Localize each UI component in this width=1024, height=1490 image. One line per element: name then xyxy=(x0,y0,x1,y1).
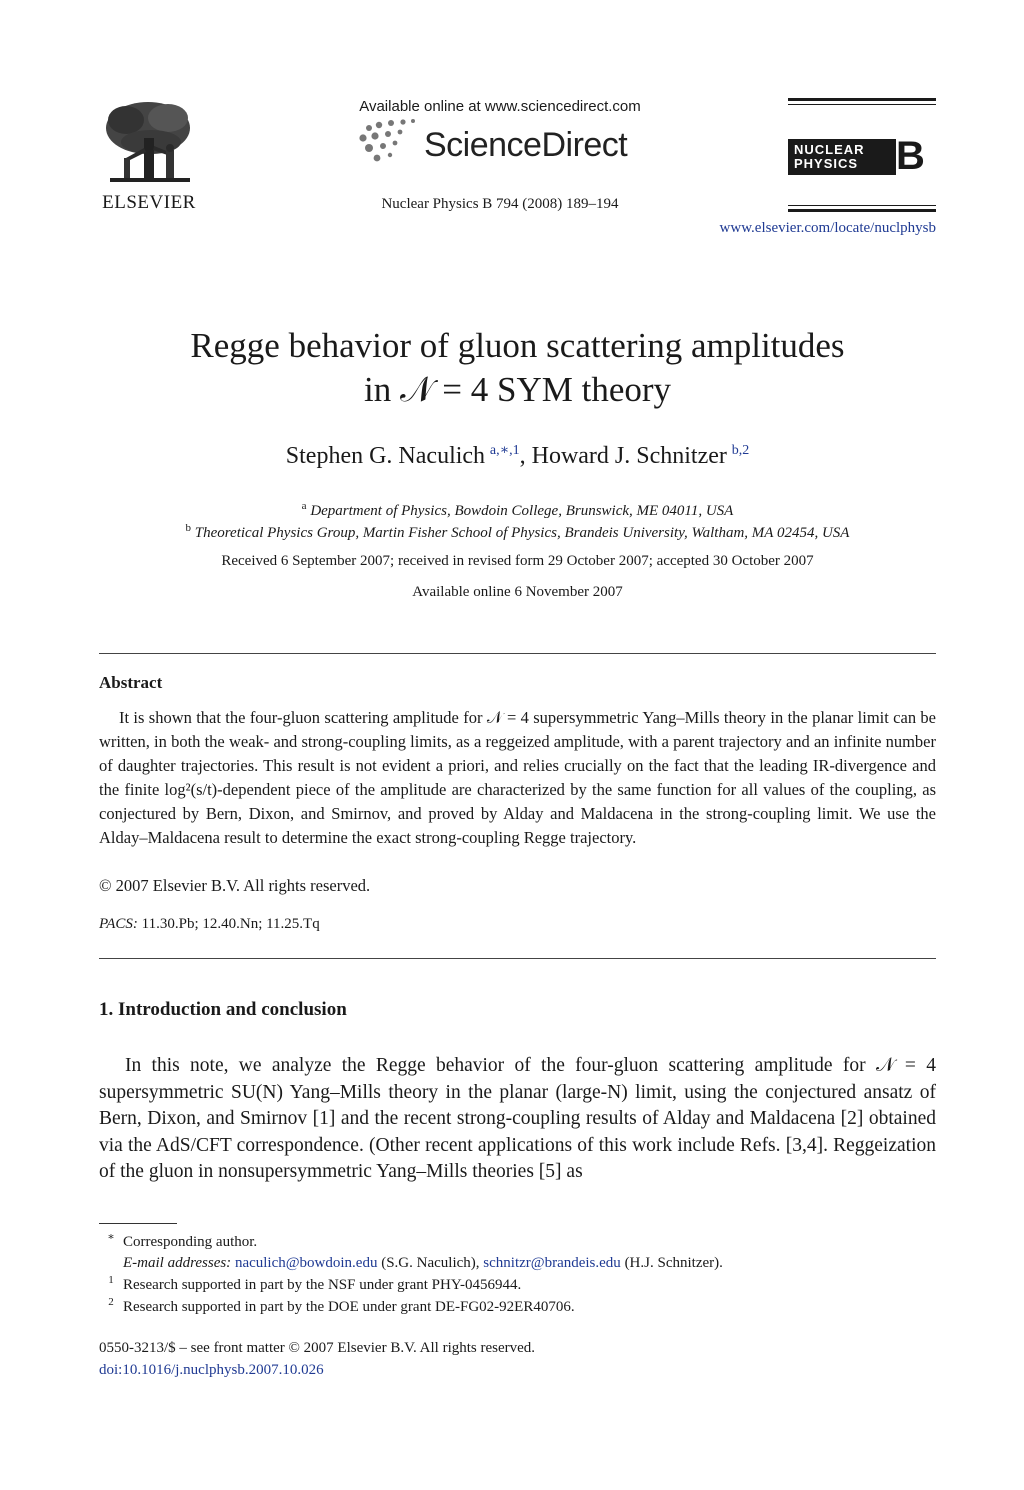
author-marks[interactable]: a,∗,1 xyxy=(489,443,520,458)
front-matter-line: 0550-3213/$ – see front matter © 2007 Elsevier B.V. All rights reserved. xyxy=(99,1340,536,1356)
elsevier-tree-logo xyxy=(96,98,202,190)
author-name: Stephen G. Naculich xyxy=(285,443,486,469)
email-owner: (S.G. Naculich), xyxy=(381,1255,480,1271)
email-link-naculich[interactable]: naculich@bowdoin.edu xyxy=(234,1255,378,1271)
header-rule-top xyxy=(788,98,936,101)
sciencedirect-wordmark: ScienceDirect xyxy=(424,126,628,164)
pacs-line xyxy=(99,916,320,933)
abstract-top-rule xyxy=(99,653,936,654)
email-label: E-mail addresses: xyxy=(123,1255,232,1271)
sciencedirect-dots-logo xyxy=(355,118,417,164)
footnote-2: 2 Research supported in part by the DOE under grant DE-FG02-92ER40706. xyxy=(108,1296,575,1315)
author-name: Howard J. Schnitzer xyxy=(531,443,727,469)
title-line-2: in 𝒩 = 4 SYM theory xyxy=(363,370,672,409)
abstract-bottom-rule xyxy=(99,958,936,959)
footnote-text: Research supported in part by the DOE under grant DE-FG02-92ER40706. xyxy=(123,1299,575,1315)
abstract-text xyxy=(99,706,936,850)
available-online-note: Available online at www.sciencedirect.com xyxy=(359,98,641,115)
paper-title xyxy=(100,324,935,412)
header-rule-top-thin xyxy=(788,104,936,105)
title-line-1: Regge behavior of gluon scattering amplitudes xyxy=(190,326,845,365)
author-marks[interactable]: b,2 xyxy=(731,443,750,458)
intro-paragraph: In this note, we analyze the Regge behavior of the four-gluon scattering amplitude for 𝒩 = 4 supersymmetric SU(N) Yang–Mills theory in the planar (large-N) limit, using the conjectured ansatz of Bern, Dixon, and Smirnov [1] and the recent strong-coupling results of Alday and Maldacena [2] obtained via the AdS/CFT correspondence. (Other recent applications of this work include Refs. [3,4]. Reggeization of the gluon in nonsupersymmetric Yang–Mills theories [5] as xyxy=(99,1055,936,1182)
abstract-heading: Abstract xyxy=(99,673,163,692)
available-online-date: Available online 6 November 2007 xyxy=(412,584,623,600)
journal-logo-box xyxy=(788,139,896,175)
affiliation-a xyxy=(100,500,935,520)
publisher-wordmark: ELSEVIER xyxy=(102,192,196,213)
journal-url-link[interactable]: www.elsevier.com/locate/nuclphysb xyxy=(719,220,936,236)
author-list: Stephen G. Naculich $^{a,∗,1}$, Howard J. Schnitzer $^{b,2}$ xyxy=(285,443,750,469)
email-owner: (H.J. Schnitzer). xyxy=(624,1255,723,1271)
affiliation-text: Department of Physics, Bowdoin College, Brunswick, ME 04011, USA xyxy=(310,503,734,519)
affiliation-text: Theoretical Physics Group, Martin Fisher School of Physics, Brandeis University, Waltham, MA 02454, USA xyxy=(194,525,850,541)
footnote-corresponding: ∗ Corresponding author. xyxy=(107,1231,258,1250)
affiliation-b xyxy=(100,522,935,542)
abstract-copyright: © 2007 Elsevier B.V. All rights reserved. xyxy=(99,876,371,895)
footnote-emails xyxy=(99,1253,936,1274)
received-dates: Received 6 September 2007; received in revised form 29 October 2007; accepted 30 October 2007 xyxy=(221,553,814,569)
journal-logo-line1: NUCLEAR xyxy=(794,142,865,157)
footnote-text: Research supported in part by the NSF under grant PHY-0456944. xyxy=(123,1277,522,1293)
footnote-1: 1 Research supported in part by the NSF under grant PHY-0456944. xyxy=(108,1274,522,1293)
affiliation-mark: a xyxy=(301,500,307,512)
header-rule-bottom-thin xyxy=(788,205,936,206)
pacs-label: PACS: xyxy=(99,916,138,932)
journal-logo-letter: B xyxy=(896,134,925,178)
doi-link[interactable]: doi:10.1016/j.nuclphysb.2007.10.026 xyxy=(99,1362,324,1378)
affiliation-mark: b xyxy=(185,522,192,534)
email-link-schnitzer[interactable]: schnitzr@brandeis.edu xyxy=(483,1255,621,1271)
footnote-text: Corresponding author. xyxy=(123,1234,258,1250)
pacs-values: 11.30.Pb; 12.40.Nn; 11.25.Tq xyxy=(141,916,320,932)
header-rule-bottom xyxy=(788,209,936,212)
abstract-paragraph: It is shown that the four-gluon scattering amplitude for 𝒩 = 4 supersymmetric Yang–Mills theory in the planar limit can be written, in both the weak- and strong-coupling limits, as a reggeized amplitude, with a parent trajectory and an infinite number of daughter trajectories. This result is not evident a priori, and relies crucially on the fact that the leading IR-divergence and the finite log²(s/t)-dependent piece of the amplitude are characterized by the same function for all values of the coupling, as conjectured by Bern, Dixon, and Smirnov, and proved by Alday and Maldacena in the strong-coupling limit. We use the Alday–Maldacena result to determine the exact strong-coupling Regge trajectory. xyxy=(99,708,936,847)
intro-text xyxy=(99,1053,936,1186)
footnote-rule xyxy=(99,1223,177,1224)
journal-logo-line2: PHYSICS xyxy=(794,156,859,171)
section-heading: 1. Introduction and conclusion xyxy=(99,999,347,1020)
journal-reference: Nuclear Physics B 794 (2008) 189–194 xyxy=(381,196,619,212)
